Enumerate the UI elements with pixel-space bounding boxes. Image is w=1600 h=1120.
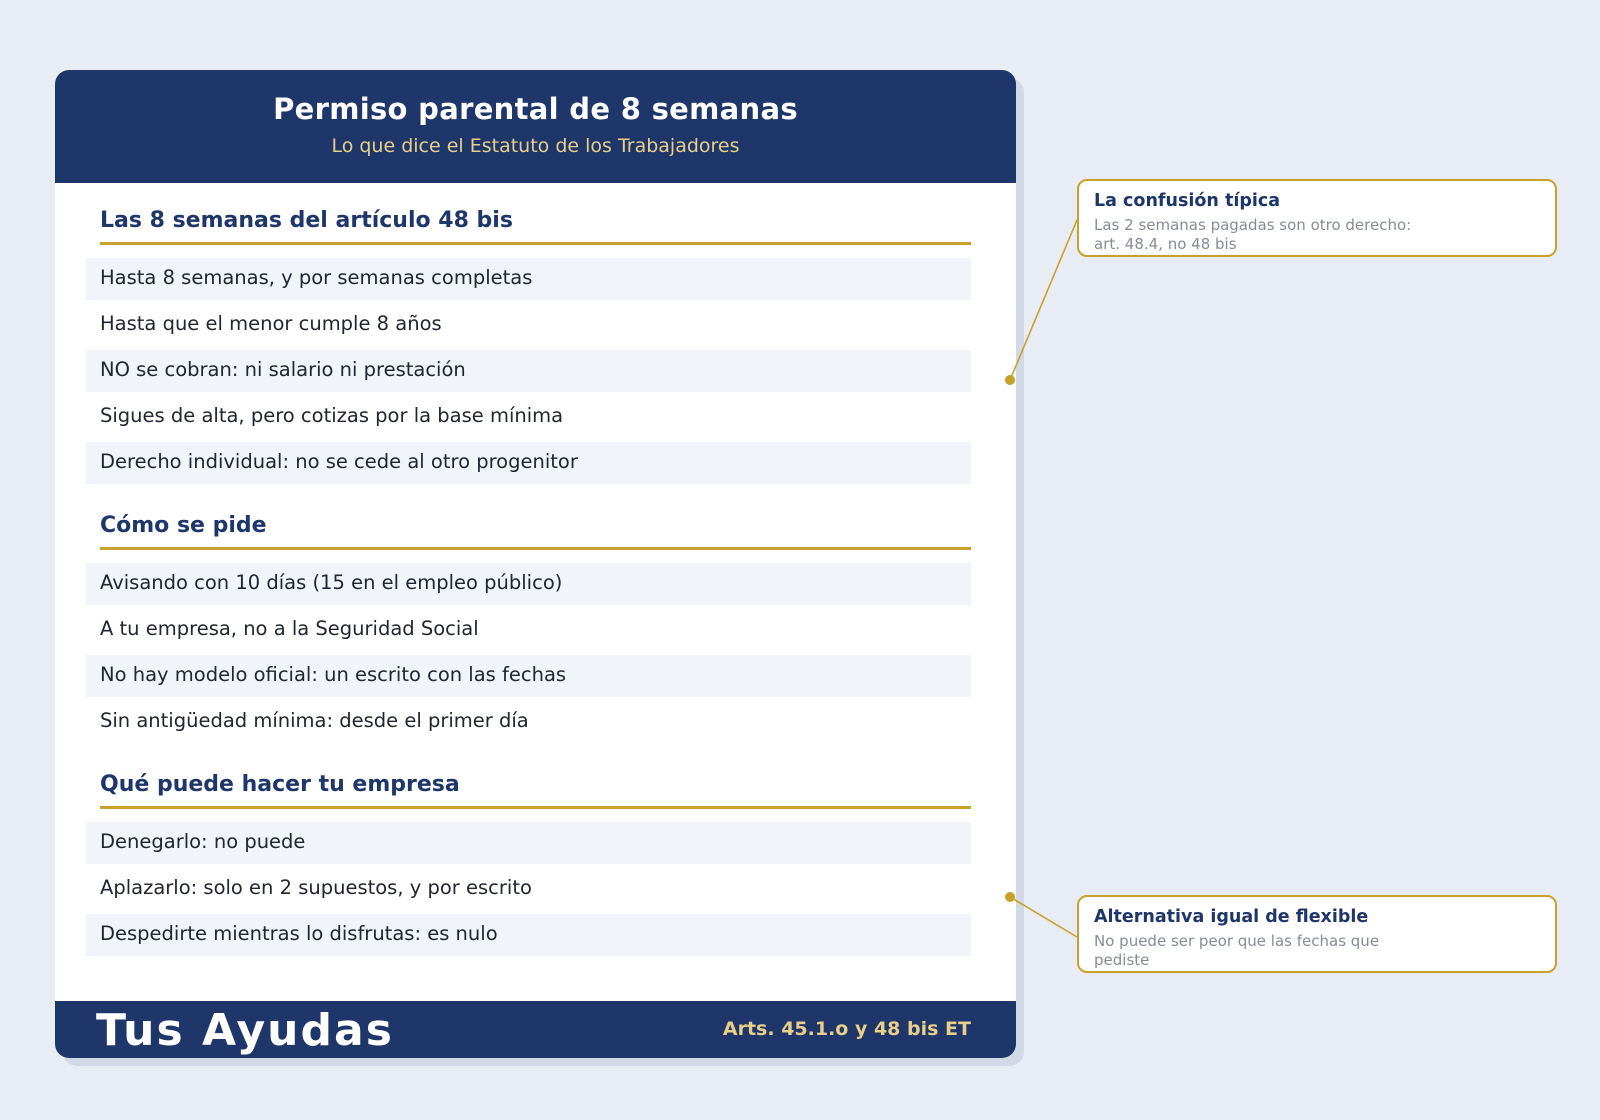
list-item: A tu empresa, no a la Seguridad Social [100,617,479,640]
law-reference: Arts. 45.1.o y 48 bis ET [722,1018,971,1040]
callout-title: Alternativa igual de flexible [1094,907,1369,927]
callout-text: Las 2 semanas pagadas son otro derecho: art. 48.4, no 48 bis [1094,216,1412,253]
list-item: No hay modelo oficial: un escrito con las fechas [86,655,971,697]
section-title: Cómo se pide [100,510,971,550]
list-item: Hasta 8 semanas, y por semanas completas [86,258,971,300]
section-title: Qué puede hacer tu empresa [100,769,971,809]
callout-confusion [1077,179,1557,257]
connector-line-2 [1010,897,1077,937]
section-title: Las 8 semanas del artículo 48 bis [100,205,971,245]
brand-logo: Tus Ayudas [96,1005,394,1056]
callout-title: La confusión típica [1094,191,1281,211]
callout-alternativa [1077,895,1557,973]
list-item: Avisando con 10 días (15 en el empleo público) [86,563,971,605]
list-item: Derecho individual: no se cede al otro progenitor [86,442,971,484]
callout-text: No puede ser peor que las fechas que pediste [1094,932,1380,969]
anchor-dot-2 [1005,892,1015,902]
list-item: Hasta que el menor cumple 8 años [100,312,442,335]
list-item: Sigues de alta, pero cotizas por la base mínima [100,404,564,427]
list-item: Aplazarlo: solo en 2 supuestos, y por escrito [100,876,532,899]
list-item: NO se cobran: ni salario ni prestación [86,350,971,392]
anchor-dot-1 [1005,375,1015,385]
list-item: Denegarlo: no puede [86,822,971,864]
card-title: Permiso parental de 8 semanas [273,92,798,126]
card-subtitle: Lo que dice el Estatuto de los Trabajadores [331,135,740,157]
list-item: Sin antigüedad mínima: desde el primer día [100,709,529,732]
connector-line-1 [1010,220,1077,380]
list-item: Despedirte mientras lo disfrutas: es nulo [86,914,971,956]
